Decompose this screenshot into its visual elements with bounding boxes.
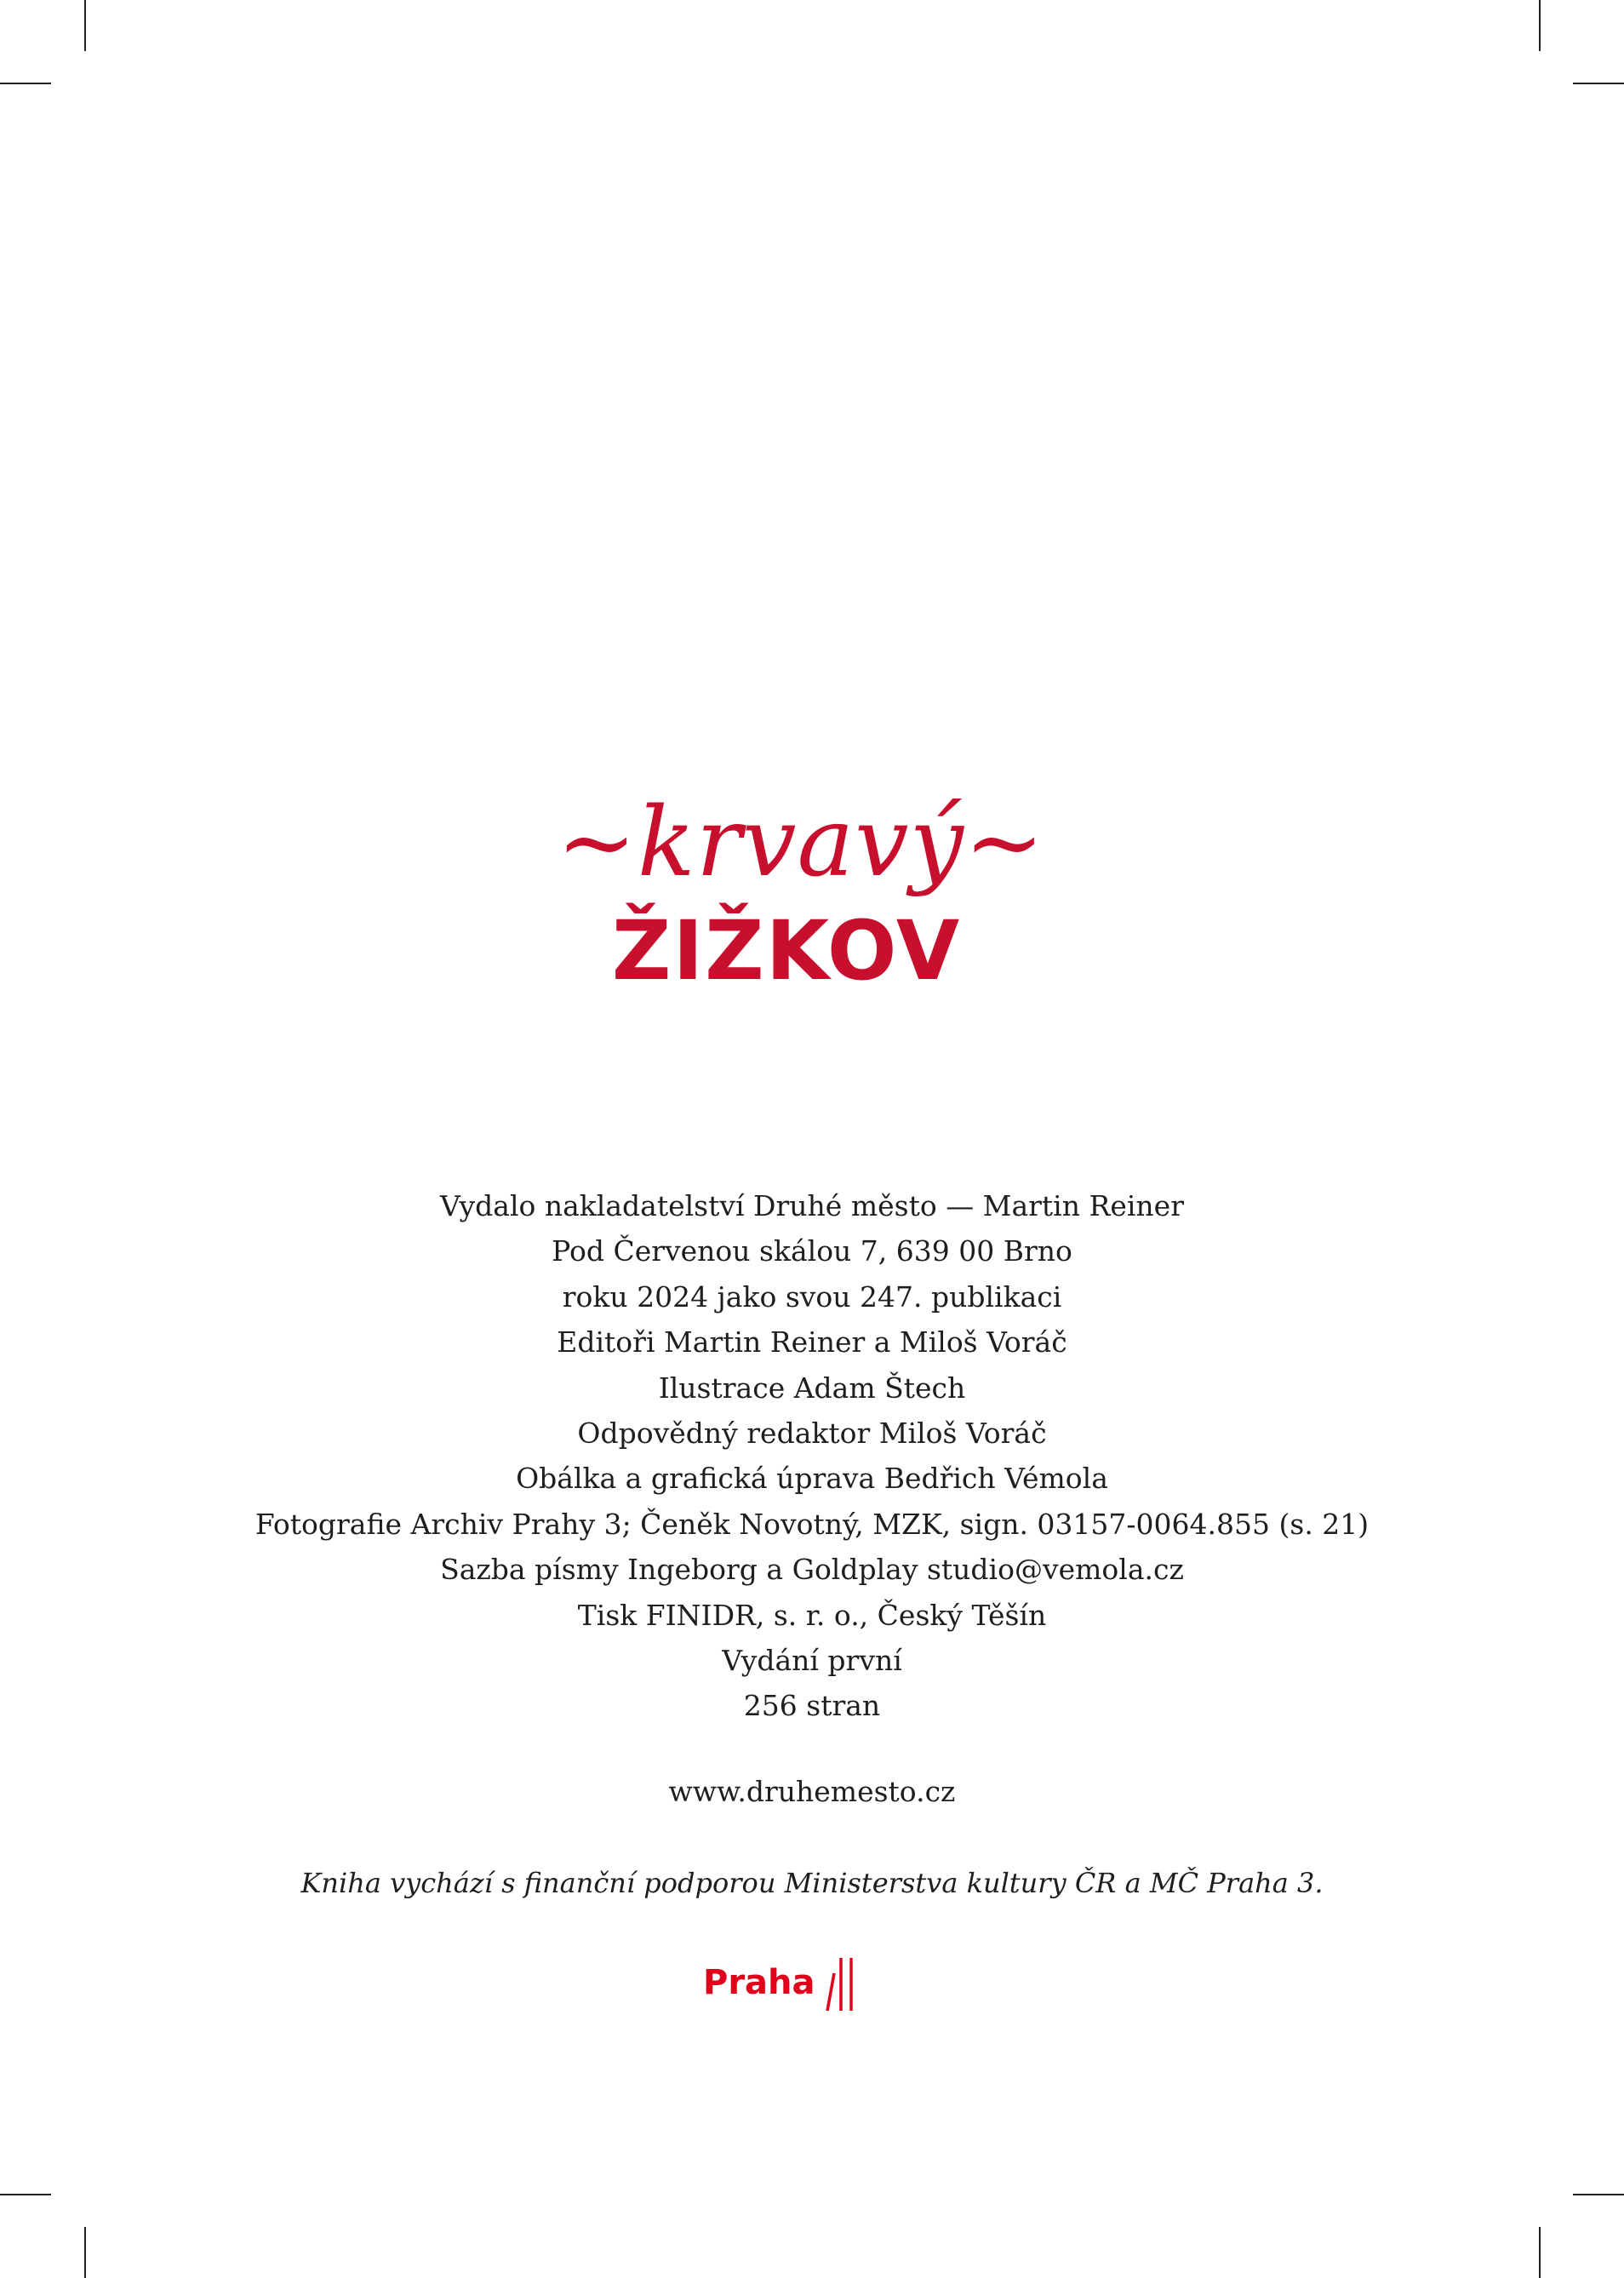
crop-mark bbox=[1573, 2194, 1624, 2195]
series-logo bbox=[557, 783, 1045, 1004]
imprint-line: Vydání první bbox=[722, 1643, 902, 1677]
imprint-line: Vydalo nakladatelství Druhé město — Martin Reiner bbox=[440, 1189, 1184, 1222]
imprint-line: Odpovědný redaktor Miloš Voráč bbox=[577, 1416, 1047, 1450]
website-link[interactable]: www.druhemesto.cz bbox=[668, 1775, 956, 1808]
imprint-line: Obálka a grafická úprava Bedřich Vémola bbox=[516, 1462, 1108, 1496]
crop-mark bbox=[1539, 2227, 1541, 2278]
praha-logo-bars-icon bbox=[824, 1955, 858, 2014]
imprint-line: Fotografie Archiv Prahy 3; Čeněk Novotný, MZK, sign. 03157-0064.855 (s. 21) bbox=[254, 1507, 1370, 1541]
imprint-line: Pod Červenou skálou 7, 639 00 Brno bbox=[552, 1234, 1072, 1268]
crop-mark bbox=[84, 0, 86, 51]
crop-mark bbox=[84, 2227, 86, 2278]
crop-mark bbox=[0, 2194, 51, 2195]
imprint-line: Editoři Martin Reiner a Miloš Voráč bbox=[557, 1325, 1067, 1359]
crop-mark bbox=[1539, 0, 1541, 51]
series-title-line2: ŽIŽKOV bbox=[611, 903, 962, 999]
imprint-line: Tisk FINIDR, s. r. o., Český Těšín bbox=[577, 1598, 1047, 1632]
crop-mark bbox=[1573, 83, 1624, 84]
imprint-line: Sazba písmy Ingeborg a Goldplay studio@vemola.cz bbox=[440, 1553, 1184, 1587]
praha-logo bbox=[703, 1955, 916, 2014]
support-note: Kniha vychází s finanční podporou Ministerstva kultury ČR a MČ Praha 3. bbox=[300, 1867, 1324, 1899]
imprint-line: 256 stran bbox=[743, 1689, 881, 1723]
imprint-line: roku 2024 jako svou 247. publikaci bbox=[562, 1279, 1062, 1314]
imprint-block bbox=[0, 1183, 1624, 1729]
crop-mark bbox=[0, 83, 51, 84]
series-title-line1: ~krvavý~ bbox=[557, 787, 1045, 898]
praha-logo-text: Praha bbox=[703, 1963, 815, 2002]
imprint-line: Ilustrace Adam Štech bbox=[658, 1371, 966, 1405]
